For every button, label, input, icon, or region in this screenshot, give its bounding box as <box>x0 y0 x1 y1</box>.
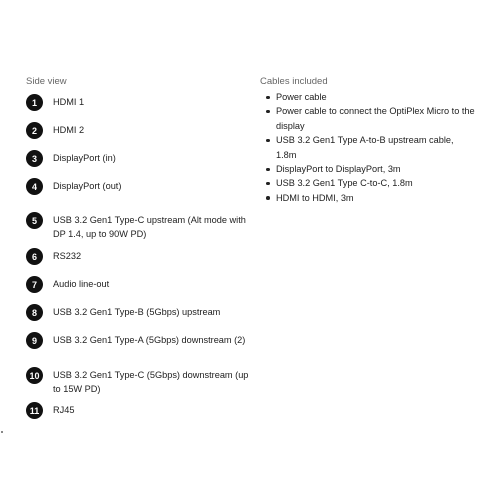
bullet-icon <box>266 182 270 186</box>
port-label: USB 3.2 Gen1 Type-C (5Gbps) downstream (up to 15W PD) <box>53 370 249 394</box>
port-number-badge: 6 <box>26 248 43 265</box>
port-number-badge: 7 <box>26 276 43 293</box>
cable-list-item <box>260 104 475 133</box>
port-number-badge: 2 <box>26 122 43 139</box>
port-label: RJ45 <box>53 405 75 415</box>
port-number-badge: 4 <box>26 178 43 195</box>
bullet-icon <box>266 110 270 114</box>
port-label: USB 3.2 Gen1 Type-B (5Gbps) upstream <box>53 307 221 317</box>
cable-label: USB 3.2 Gen1 Type C-to-C, 1.8m <box>276 178 413 189</box>
cables-included-title: Cables included <box>260 76 328 87</box>
port-number-badge: 3 <box>26 150 43 167</box>
cable-label: Power cable to connect the OptiPlex Micro to the display <box>276 106 475 131</box>
cable-label: USB 3.2 Gen1 Type A-to-B upstream cable, 1.8m <box>276 135 454 160</box>
cable-list-item <box>260 191 475 205</box>
port-number-badge: 5 <box>26 212 43 229</box>
port-item-usb-c-downstream <box>26 367 251 396</box>
bullet-icon <box>266 96 270 100</box>
cable-label: Power cable <box>276 92 327 102</box>
port-item-rs232 <box>26 248 251 265</box>
port-item-rj45 <box>26 402 251 419</box>
cables-included-section <box>260 76 475 205</box>
port-label: RS232 <box>53 251 82 261</box>
port-number-badge: 1 <box>26 94 43 111</box>
cable-list-item <box>260 162 475 176</box>
port-label: DisplayPort (out) <box>53 181 122 191</box>
bullet-icon <box>266 196 270 200</box>
port-number-badge: 9 <box>26 332 43 349</box>
port-item-hdmi-1 <box>26 94 251 111</box>
cable-label: DisplayPort to DisplayPort, 3m <box>276 164 401 175</box>
port-item-displayport-out <box>26 178 251 195</box>
side-view-section <box>26 76 251 416</box>
port-label: HDMI 1 <box>53 97 85 107</box>
cable-list-item <box>260 90 475 104</box>
port-label: DisplayPort (in) <box>53 153 116 163</box>
port-item-displayport-in <box>26 150 251 167</box>
bullet-icon <box>266 139 270 143</box>
port-number-badge: 11 <box>26 402 43 419</box>
cable-list <box>260 90 475 205</box>
bullet-icon <box>266 168 270 172</box>
port-item-usb-a-downstream <box>26 332 251 349</box>
port-item-hdmi-2 <box>26 122 251 139</box>
port-label: USB 3.2 Gen1 Type-A (5Gbps) downstream (2) <box>53 335 246 345</box>
stray-dot <box>1 431 3 433</box>
port-item-usb-b-upstream <box>26 304 251 321</box>
cable-list-item <box>260 176 475 190</box>
port-number-badge: 10 <box>26 367 43 384</box>
side-view-title: Side view <box>26 76 67 87</box>
port-label: USB 3.2 Gen1 Type-C upstream (Alt mode with DP 1.4, up to 90W PD) <box>53 215 246 239</box>
cable-list-item <box>260 133 475 162</box>
port-label: HDMI 2 <box>53 125 85 135</box>
port-label: Audio line-out <box>53 279 110 289</box>
port-number-badge: 8 <box>26 304 43 321</box>
port-item-audio-line-out <box>26 276 251 293</box>
cable-label: HDMI to HDMI, 3m <box>276 192 354 203</box>
port-item-usb-c-upstream <box>26 212 251 241</box>
